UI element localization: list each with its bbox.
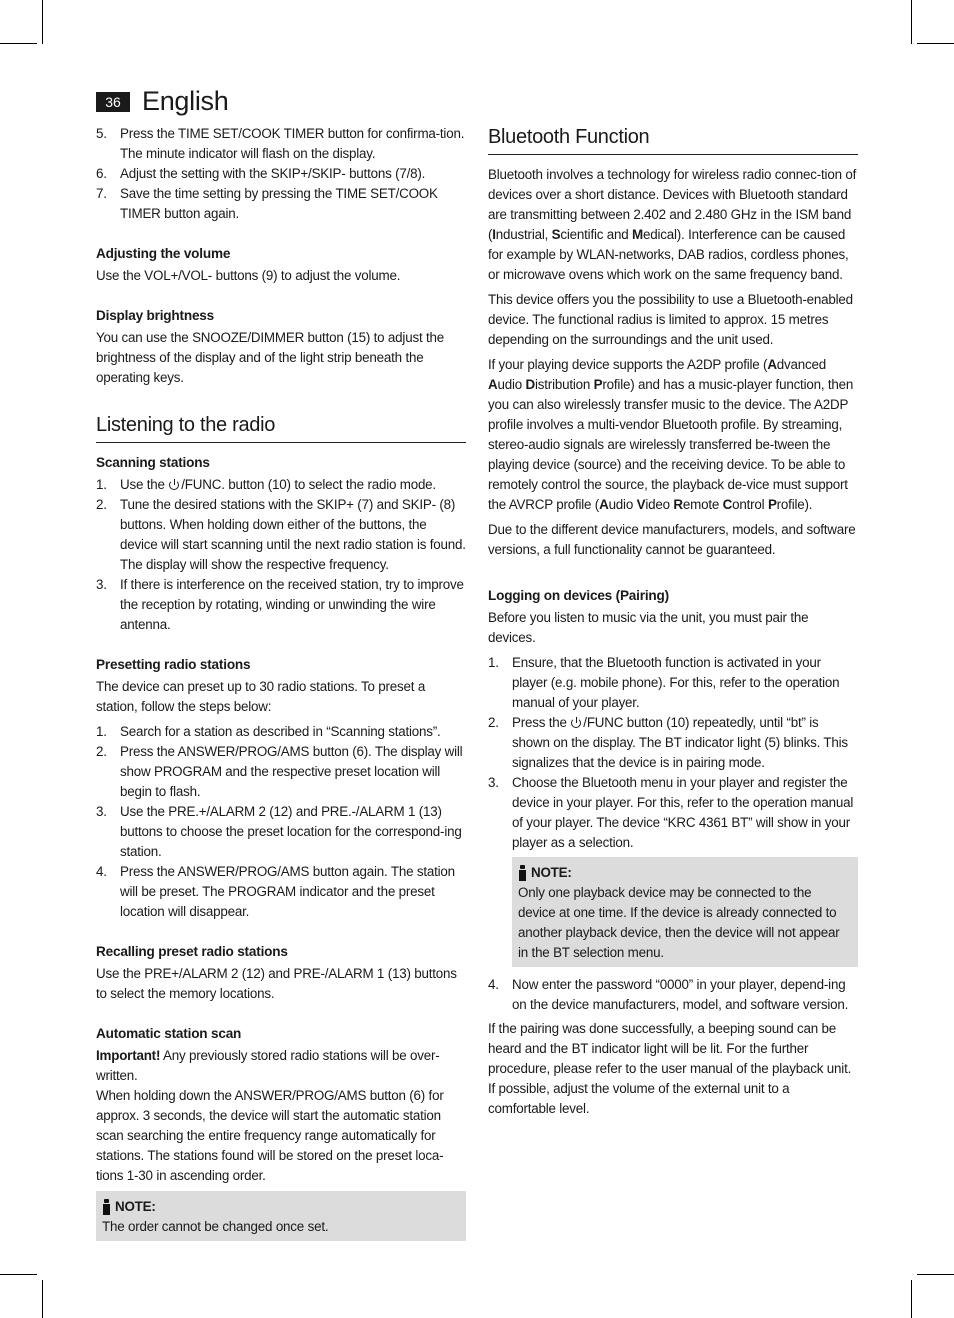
page-title: English: [142, 86, 229, 116]
note-text: Only one playback device may be connected to the device at one time. If the device is already connected to another playback device, then the device will not appear in the BT selection menu.: [518, 885, 840, 960]
crop-mark: [42, 1280, 43, 1318]
right-column: [488, 124, 858, 1124]
pairing-steps-list: [488, 653, 858, 853]
page-number: 36: [96, 92, 130, 112]
section-heading-pairing: Logging on devices (Pairing): [488, 588, 669, 603]
power-icon: [169, 479, 180, 490]
list-item: 2. Press the ANSWER/PROG/AMS button (6). The display will show PROGRAM and the respective preset location will begin to flash.: [96, 744, 463, 799]
important-label: Important!: [96, 1048, 161, 1063]
note-text: The order cannot be changed once set.: [102, 1219, 329, 1234]
paragraph: When holding down the ANSWER/PROG/AMS button (6) for approx. 3 seconds, the device will start the automatic station scan searching the entire frequency range automatically for stations. The stations found will be stored on the preset loca-tions 1-30 in ascending order.: [96, 1088, 444, 1183]
section-heading-recalling: Recalling preset radio stations: [96, 944, 288, 959]
list-item: 2. Tune the desired stations with the SKIP+ (7) and SKIP- (8) buttons. When holding down either of the buttons, the device will start scanning until the next radio station is found. The display will show the respective frequency.: [96, 497, 466, 572]
paragraph-important: Important! Any previously stored radio stations will be over-written.: [96, 1048, 440, 1083]
list-item: 1. Use the /FUNC. button (10) to select the radio mode.: [96, 477, 436, 492]
paragraph: Due to the different device manufacturers, models, and software versions, a full functionality cannot be guaranteed.: [488, 522, 856, 557]
section-heading-presetting: Presetting radio stations: [96, 657, 251, 672]
paragraph: If your playing device supports the A2DP profile (Advanced Audio Distribution Profile) and has a music-player function, then you can also wirelessly transfer music to the device. The A2DP profile involves a multi-vendor Bluetooth profile. By streaming, stereo-audio signals are wirelessly transferred be-tween the playing device (source) and the receiving device. To be able to remotely control the source, the playback de-vice must support the AVRCP profile (Audio Video Remote Control Profile).: [488, 357, 854, 512]
paragraph: Before you listen to music via the unit, you must pair the devices.: [488, 610, 809, 645]
paragraph: You can use the SNOOZE/DIMMER button (15) to adjust the brightness of the display and of the light strip beneath the operating keys.: [96, 330, 444, 385]
list-item: 3. If there is interference on the received station, try to improve the reception by rotating, winding or unwinding the wire antenna.: [96, 577, 464, 632]
note-box: [512, 857, 858, 967]
paragraph: The device can preset up to 30 radio stations. To preset a station, follow the steps below:: [96, 679, 426, 714]
paragraph: Use the PRE+/ALARM 2 (12) and PRE-/ALARM 1 (13) buttons to select the memory locations.: [96, 966, 457, 1001]
list-item: 7. Save the time setting by pressing the TIME SET/COOK TIMER button again.: [96, 186, 438, 221]
paragraph: Use the VOL+/VOL- buttons (9) to adjust the volume.: [96, 268, 401, 283]
time-steps-list: [96, 124, 466, 224]
crop-mark: [917, 1274, 954, 1275]
list-item: 6. Adjust the setting with the SKIP+/SKIP- buttons (7/8).: [96, 166, 426, 181]
info-icon: [518, 865, 527, 881]
crop-mark: [917, 43, 954, 44]
list-item: 1. Ensure, that the Bluetooth function is activated in your player (e.g. mobile phone). For this, refer to the operation manual of your player.: [488, 655, 840, 710]
list-item: 2. Press the /FUNC button (10) repeatedly, until “bt” is shown on the display. The BT indicator light (5) blinks. This signalizes that the device is in pairing mode.: [488, 715, 848, 770]
paragraph: This device offers you the possibility to use a Bluetooth-enabled device. The functional radius is limited to approx. 15 metres depending on the surroundings and the unit used.: [488, 292, 853, 347]
presetting-steps-list: [96, 722, 466, 922]
section-title-bluetooth: Bluetooth Function: [488, 124, 858, 155]
list-item: 5. Press the TIME SET/COOK TIMER button for confirma-tion. The minute indicator will flash on the display.: [96, 126, 465, 161]
crop-mark: [0, 1274, 37, 1275]
section-heading-volume: Adjusting the volume: [96, 246, 231, 261]
paragraph: If the pairing was done successfully, a beeping sound can be heard and the BT indicator light will be lit. For the further procedure, please refer to the user manual of the playback unit. If possible, adjust the volume of the external unit to a comfortable level.: [488, 1021, 852, 1116]
left-column: [96, 124, 466, 1249]
note-box: [96, 1191, 466, 1241]
section-heading-scanning: Scanning stations: [96, 455, 210, 470]
crop-mark: [911, 1280, 912, 1318]
list-item: 1. Search for a station as described in “Scanning stations”.: [96, 724, 441, 739]
info-icon: [102, 1199, 111, 1215]
list-item: 3. Use the PRE.+/ALARM 2 (12) and PRE.-/ALARM 1 (13) buttons to choose the preset location for the correspond-ing station.: [96, 804, 462, 859]
list-item: 4. Press the ANSWER/PROG/AMS button again. The station will be preset. The PROGRAM indicator and the preset location will disappear.: [96, 864, 455, 919]
note-title: NOTE:: [518, 863, 852, 883]
pairing-steps-list-continued: [488, 975, 858, 1015]
section-title-radio: Listening to the radio: [96, 412, 466, 443]
crop-mark: [42, 0, 43, 44]
page-header: [96, 86, 228, 117]
power-icon: [571, 717, 582, 728]
section-heading-autoscan: Automatic station scan: [96, 1026, 242, 1041]
note-title: NOTE:: [102, 1197, 460, 1217]
crop-mark: [0, 43, 37, 44]
scanning-steps-list: [96, 475, 466, 635]
section-heading-brightness: Display brightness: [96, 308, 215, 323]
list-item: 4. Now enter the password “0000” in your player, depend-ing on the device manufacturers, model, and software version.: [488, 977, 849, 1012]
crop-mark: [911, 0, 912, 44]
paragraph: Bluetooth involves a technology for wireless radio connec-tion of devices over a short distance. Devices with Bluetooth standard are transmitting between 2.402 and 2.480 GHz in the ISM band (Industrial, Scientific and Medical). Interference can be caused for example by WLAN-networks, DAB radios, cordless phones, or microwave ovens which work on the same frequency band.: [488, 167, 857, 282]
list-item: 3. Choose the Bluetooth menu in your player and register the device in your player. For this, refer to the operation manual of your player. The device “KRC 4361 BT” will show in your player as a selection.: [488, 775, 854, 850]
